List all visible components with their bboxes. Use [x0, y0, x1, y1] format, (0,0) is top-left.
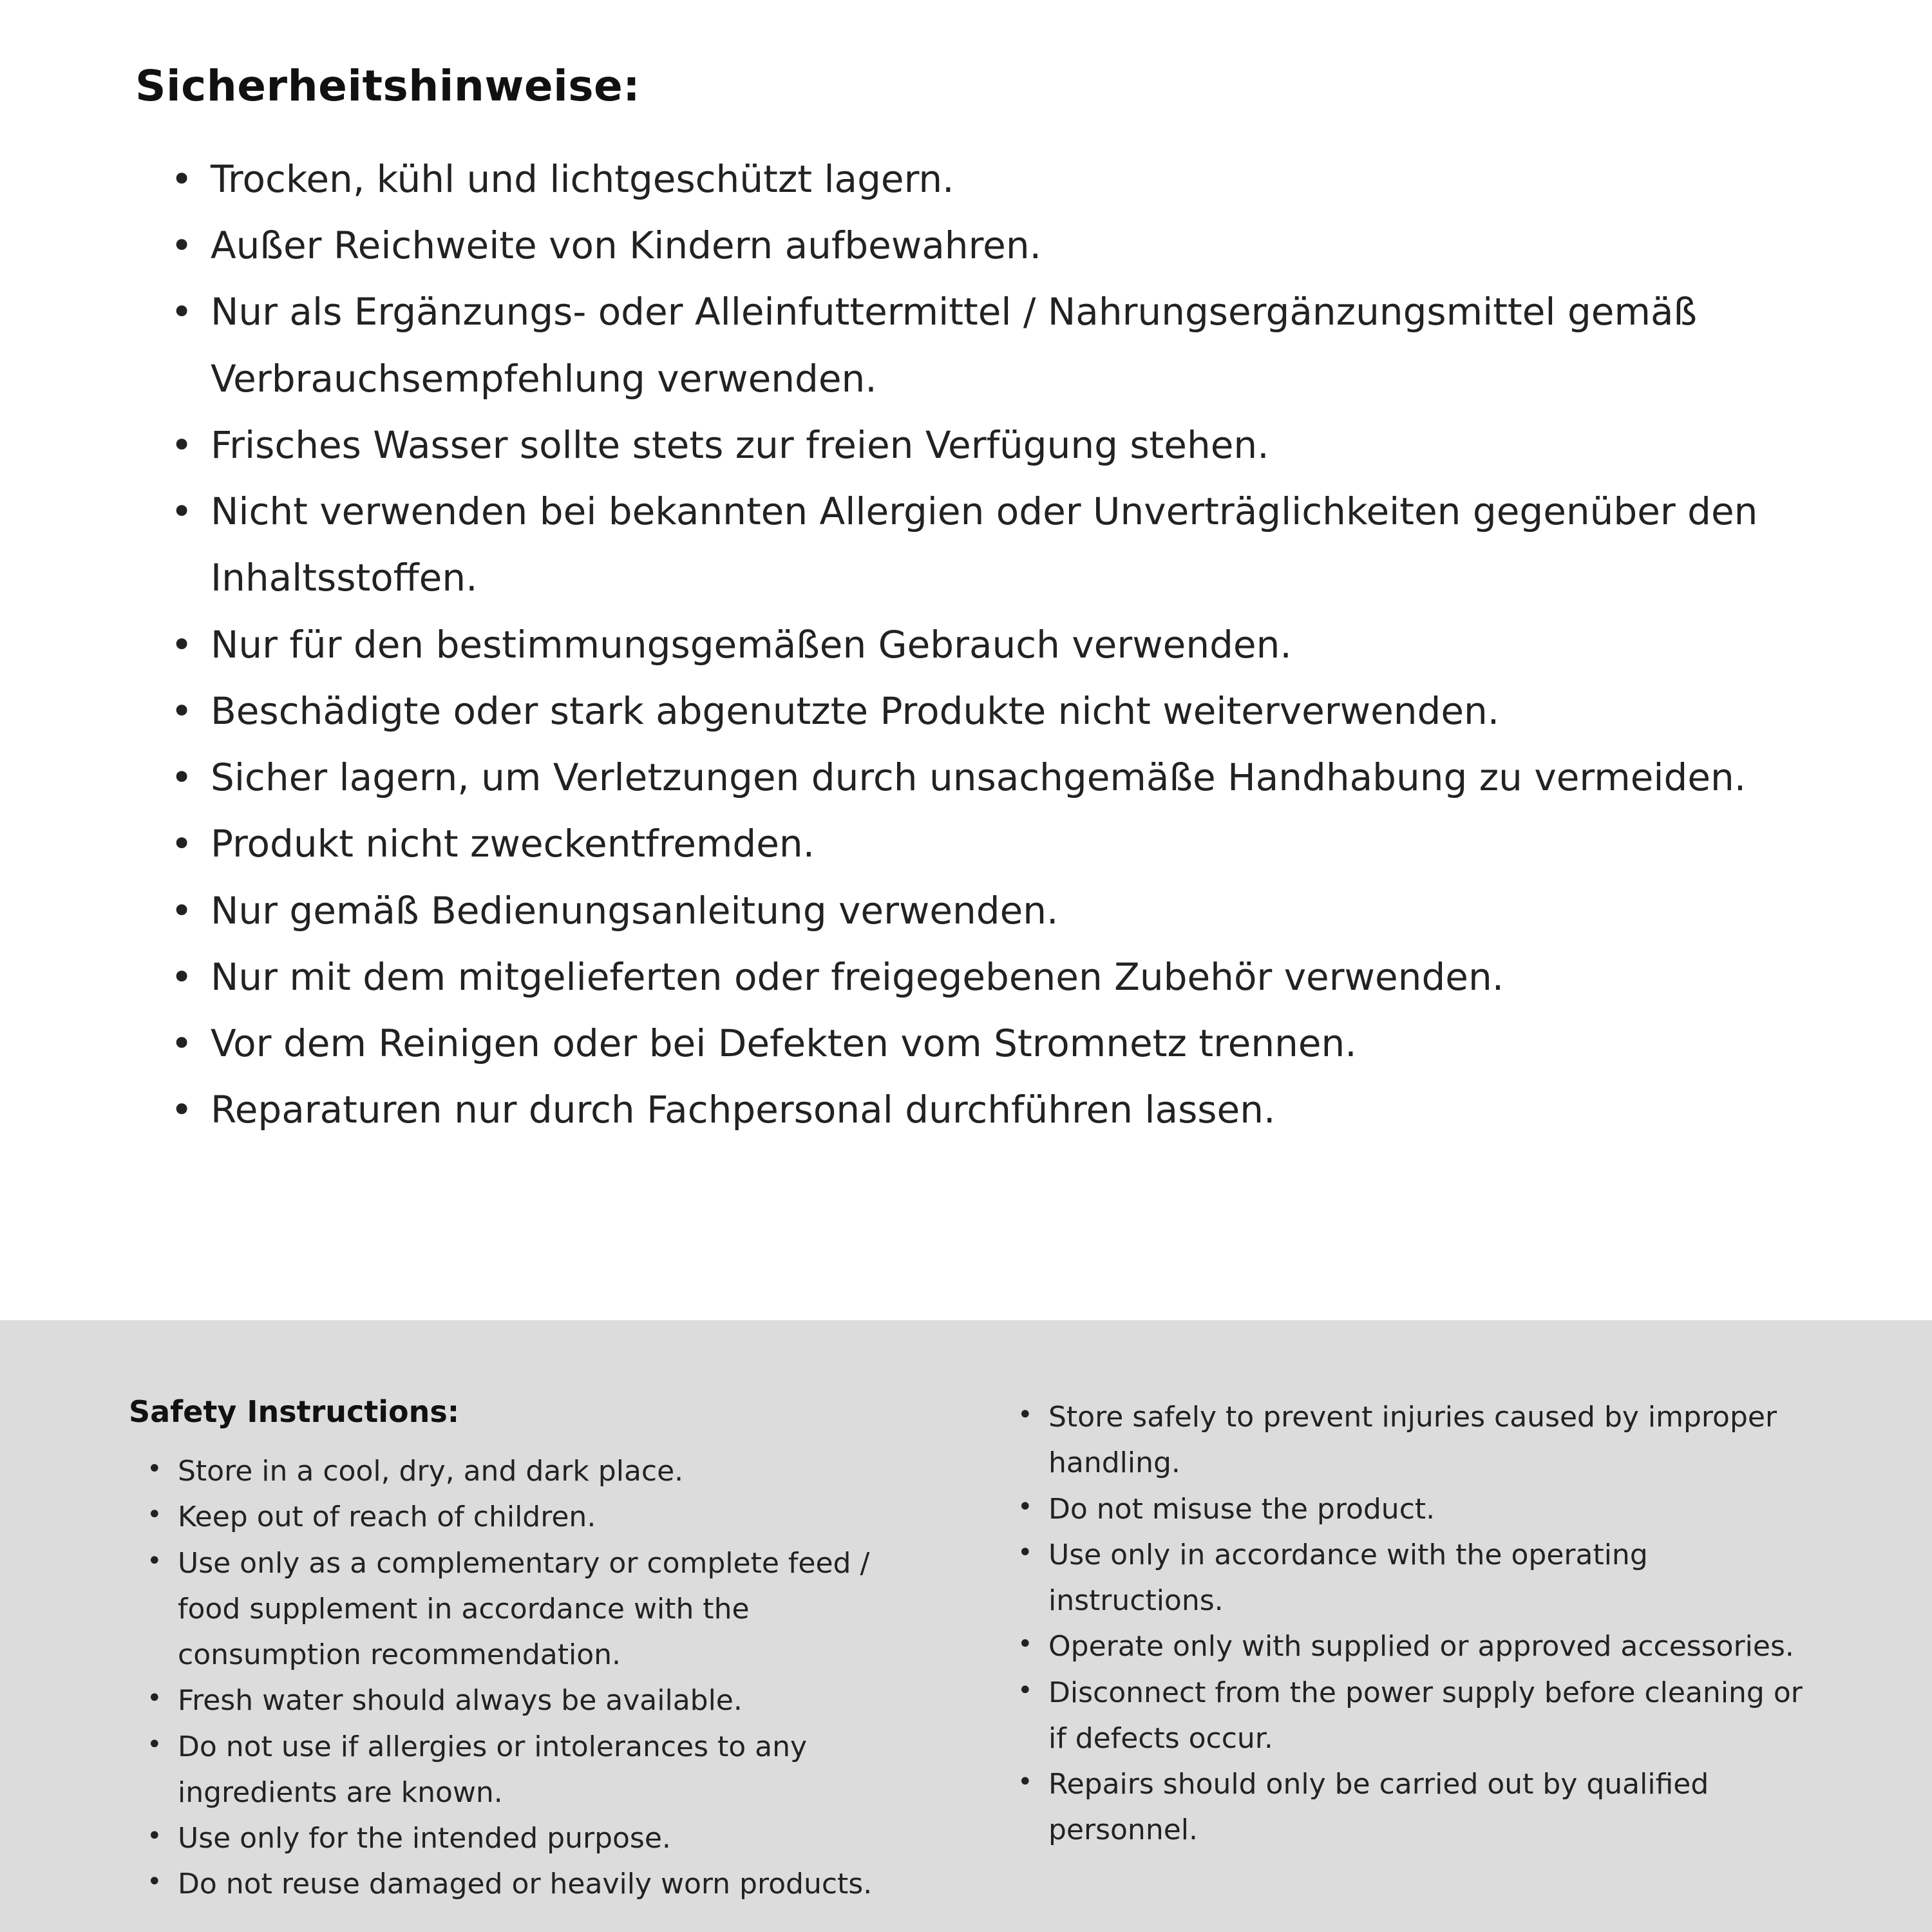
list-item: • Vor dem Reinigen oder bei Defekten vom Stromnetz trennen. [171, 1010, 1803, 1077]
list-item: • Fresh water should always be available. [147, 1678, 934, 1723]
list-item: • Repairs should only be carried out by qualified personnel. [1018, 1761, 1823, 1853]
list-item: • Nur mit dem mitgelieferten oder freigegebenen Zubehör verwenden. [171, 944, 1803, 1010]
list-item: • Keep out of reach of children. [147, 1494, 934, 1540]
list-item: • Beschädigte oder stark abgenutzte Produkte nicht weiterverwenden. [171, 678, 1803, 744]
list-item: • Store in a cool, dry, and dark place. [147, 1448, 934, 1494]
list-item: • Store safely to prevent injuries caused by improper handling. [1018, 1394, 1823, 1486]
list-item: • Außer Reichweite von Kindern aufbewahren. [171, 213, 1803, 279]
list-item: • Nur gemäß Bedienungsanleitung verwenden. [171, 878, 1803, 944]
list-item: • Do not misuse the product. [1018, 1486, 1823, 1532]
english-left-list [129, 1448, 934, 1908]
english-heading: Safety Instructions: [129, 1394, 460, 1429]
list-item: • Trocken, kühl und lichtgeschützt lagern. [171, 146, 1803, 213]
english-right-list [1018, 1394, 1823, 1853]
list-item: • Produkt nicht zweckentfremden. [171, 811, 1803, 877]
list-item: • Reparaturen nur durch Fachpersonal durchführen lassen. [171, 1077, 1803, 1143]
list-item: • Use only as a complementary or complete feed / food supplement in accordance with the consumption recommendation. [147, 1540, 934, 1678]
english-section [0, 1320, 1932, 1932]
list-item: • Frisches Wasser sollte stets zur freien Verfügung stehen. [171, 412, 1803, 478]
list-item: • Do not use if allergies or intolerances to any ingredients are known. [147, 1724, 934, 1816]
list-item: • Nicht verwenden bei bekannten Allergien oder Unverträglichkeiten gegenüber den Inhaltsstoffen. [171, 478, 1803, 611]
list-item: • Operate only with supplied or approved accessories. [1018, 1624, 1823, 1669]
english-left-column [129, 1394, 934, 1932]
german-list [135, 146, 1803, 1144]
list-item: • Use only for the intended purpose. [147, 1815, 934, 1861]
list-item: • Sicher lagern, um Verletzungen durch unsachgemäße Handhabung zu vermeiden. [171, 744, 1803, 811]
list-item: • Do not reuse damaged or heavily worn products. [147, 1861, 934, 1907]
english-right-column [1018, 1394, 1823, 1932]
list-item: • Nur als Ergänzungs- oder Alleinfuttermittel / Nahrungsergänzungsmittel gemäß Verbrauchsempfehlung verwenden. [171, 279, 1803, 412]
list-item: • Disconnect from the power supply before cleaning or if defects occur. [1018, 1670, 1823, 1762]
list-item: • Nur für den bestimmungsgemäßen Gebrauch verwenden. [171, 612, 1803, 678]
german-heading: Sicherheitshinweise: [135, 61, 641, 111]
list-item: • Use only in accordance with the operating instructions. [1018, 1532, 1823, 1624]
